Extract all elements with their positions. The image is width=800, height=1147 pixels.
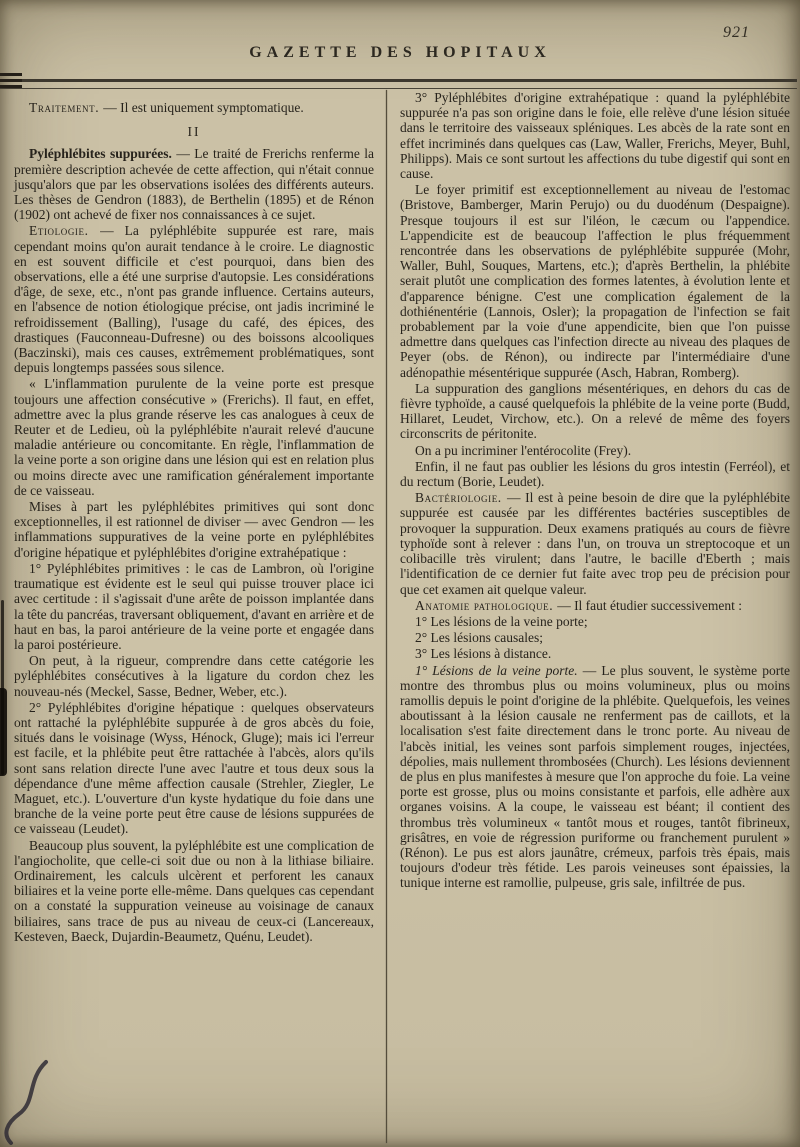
left-column [14,90,386,1143]
paragraph: 3° Les lésions à distance. [415,646,552,662]
paragraph: Bactériologie. — Il est à peine besoin de dire que la pyléphlébite suppurée est causée par les différentes bactéries susceptibles de provoquer la suppuration. Deux examens pratiqués au cours de fièvre typhoïde sont à relever : dans l'un, on trouva un streptocoque et un colibacille très virulent; dans l'autre, le bacille d'Eberth ; mais l'identification de ce dernier fut faite avec trop peu de précision pour que cet examen ait quelque valeur. [400,490,790,597]
paragraph: On a pu incriminer l'entérocolite (Frey). [415,442,632,458]
paragraph-lead: Anatomie pathologique. [415,597,558,613]
scan-artifact-ink-blot [0,688,7,776]
paragraph: 3° Pyléphlébites d'origine extrahépatique : quand la pyléphlébite suppurée n'a pas son origine dans le foie, elle relève d'une lésion située dans le territoire des vaisseaux spléniques. Les abcès de la rate sont en effet incriminés dans quelques cas (Law, Waller, Frerichs, Meyer, Buhl, Philipps). Mais ce sont surtout les affections du tube digestif qui sont en cause. [400,90,790,182]
text-columns [14,90,790,1143]
paragraph-lead: 1° Lésions de la veine porte. [415,662,583,678]
paragraph-lead: Bactériologie. [415,490,507,506]
right-column [387,90,790,1143]
paragraph: 1° Lésions de la veine porte. — Le plus souvent, le système porte montre des thrombus plus ou moins volumineux, plus ou moins ramollis depuis le point d'origine de la phlébite. Quelquefois, les veines aboutissant à la lésion causale ne renferment pas de caillots, et la localisation s'est faite directement dans le tronc porte. Au niveau de l'abcès initial, les veines sont parfois simplement rouges, injectées, dépolies, mais nullement thrombosées (Church). Les lésions deviennent de plus en plus manifestes à mesure que l'on approche du foie. La veine porte est grosse, plus ou moins consistante et parfois, elle adhère aux organes voisins. A la coupe, le vaisseau est béant; il contient des thrombus très volumineux « tantôt mous et rouges, tantôt fibrineux, grisâtres, en voie de régression puriforme ou franchement purulent » (Rénon). Le pus est alors jaunâtre, crémeux, parfois très épais, mais toujours d'odeur très fétide. Les parois veineuses sont épaissies, la tunique interne est ramollie, pulpeuse, gris sale, infiltrée de pus. [400,662,790,891]
paragraph: Pyléphlébites suppurées. — Le traité de Frerichs renferme la première description achevée de cette affection, qui n'était connue jusqu'alors que par les observations isolées des différents auteurs. Les thèses de Gendron (1883), de Berthelin (1895) et de Rénon (1902) ont achevé de fixer nos connaissances à ce sujet. [14,146,375,223]
paragraph: Le foyer primitif est exceptionnellement au niveau de l'estomac (Bristove, Bamberger, Marin Perujo) ou du duodénum (Despaigne). Presque toujours il est sur l'iléon, le cæcum ou l'appendice. L'appendicite est de beaucoup l'affection le plus fréquemment rencontrée dans les observations de pyléphlébite suppurée (Mohr, Waller, Buhl, Souques, Martens, etc.); d'après Berthelin, la phlébite serait plutôt une complication des formes latentes, à évolution lente et d'apparence bénigne. C'est une complication également de la dothiénentérie (Lannois, Osler); la propagation de l'infection se fait probablement par la voie d'une appendicite, bien que l'on puisse admettre dans quelques cas l'infection directe au niveau des plaques de Peyer (obs. de Rénon), ou indirecte par l'intermédiaire d'une adénopathie mésentérique suppurée (Asch, Habran, Romberg). [400,182,790,380]
paragraph-lead: Etiologie. [29,223,101,239]
paragraph-lead: Traitement. [29,100,104,115]
section-heading: II [187,124,201,140]
paragraph: La suppuration des ganglions mésentériques, en dehors du cas de fièvre typhoïde, a causé quelquefois la phlébite de la veine porte (Budd, Hillaret, Leudet, Virchow, etc.). On a relevé de même des foyers circonscrits de péritonite. [400,380,790,442]
paragraph: « L'inflammation purulente de la veine porte est presque toujours une affection consécutive » (Frerichs). Il faut, en effet, admettre avec la plus grande réserve les cas analogues à ceux de Reuter et de Ledieu, où la pyléphlébite n'aurait relevé d'aucune maladie antérieure ou concomitante. En règle, l'inflammation de la veine porte a son origine dans une lésion qui est en relation plus ou moins directe avec une ramification généralement importante de ce vaisseau. [14,376,374,498]
paragraph: Beaucoup plus souvent, la pyléphlébite est une complication de l'angiocholite, que celle-ci soit due ou non à la lithiase biliaire. Ordinairement, les calculs ulcèrent et perforent les canaux biliaires et la veine porte elle-même. Dans quelques cas cependant on a constaté la suppuration veineuse au voisinage de canaux biliaires, sans trace de pus au niveau de ceux-ci (Lancereaux, Kesteven, Baeck, Dujardin-Beaumetz, Quénu, Leudet). [14,837,374,944]
paragraph: 2° Les lésions causales; [415,630,543,646]
paragraph: 1° Pyléphlébites primitives : le cas de Lambron, où l'origine traumatique est évidente est le seul qui puisse trouver place ici avec certitude : il s'agissait d'une arête de poisson implantée dans la tête du pancréas, traversant obliquement, d'avant en arrière et de haut en bas, la paroi antérieure de la veine porte et engagée dans la paroi postérieure. [14,560,375,652]
paragraph: Mises à part les pyléphlébites primitives qui sont donc exceptionnelles, il est rationnel de diviser — avec Gendron — les inflammations suppuratives de la veine porte en pyléphlébites d'origine hépatique et pyléphlébites d'origine extrahépatique : [14,499,374,560]
paragraph: Etiologie. — La pyléphlébite suppurée est rare, mais cependant moins qu'on aurait tendance à le croire. Le diagnostic en est souvent difficile et c'est pourquoi, dans bien des observations, elle a été une surprise d'autopsie. Les considérations d'âge, de sexe, etc., n'ont pas grande influence. Certains auteurs, en l'absence de notion étiologique précise, ont jadis incriminé le refroidissement (Balling), l'usage du café, des épices, des drastiques (Fauconneau-Dufresne) ou des boissons alcooliques (Baczinski), mais ces causes, extrêmement problématiques, sont depuis longtemps passées sous silence. [14,223,374,376]
paragraph-lead: Pyléphlébites suppurées. [29,146,177,162]
pen-mark-icon [0,1058,62,1147]
paragraph: 2° Pyléphlébites d'origine hépatique : quelques observateurs ont rattaché la pyléphlébite suppurée à de gros abcès du foie, situés dans le voisinage (Wyss, Hénock, Gluge); mais ici l'erreur est facile, et la phlébite peut être rattachée à l'abcès, alors qu'ils sont sans relation directe l'une avec l'autre et tous deux sous la dépendance d'une même affection causale (Strehler, Ziegler, Le Maguet, etc.). L'ouverture d'un kyste hydatique du foie dans une branche de la veine porte peut être cause de lésions suppurées de ce vaisseau (Leudet). [14,699,374,837]
paragraph: Anatomie pathologique. — Il faut étudier successivement : [415,597,743,613]
page-number: 921 [723,24,750,41]
header-rule-left-marks [0,73,22,76]
paragraph: Enfin, il ne faut pas oublier les lésions du gros intestin (Ferréol), et du rectum (Borie, Leudet). [400,458,790,490]
journal-title: GAZETTE DES HOPITAUX [249,44,551,61]
paragraph: Traitement. — Il est uniquement symptomatique. [29,100,304,115]
paragraph: On peut, à la rigueur, comprendre dans cette catégorie les pyléphlébites consécutives à la ligature du cordon chez les nouveau-nés (Meckel, Sasse, Bedner, Weber, etc.). [14,653,374,699]
header-rule [0,79,797,89]
paragraph: 1° Les lésions de la veine porte; [415,613,588,629]
